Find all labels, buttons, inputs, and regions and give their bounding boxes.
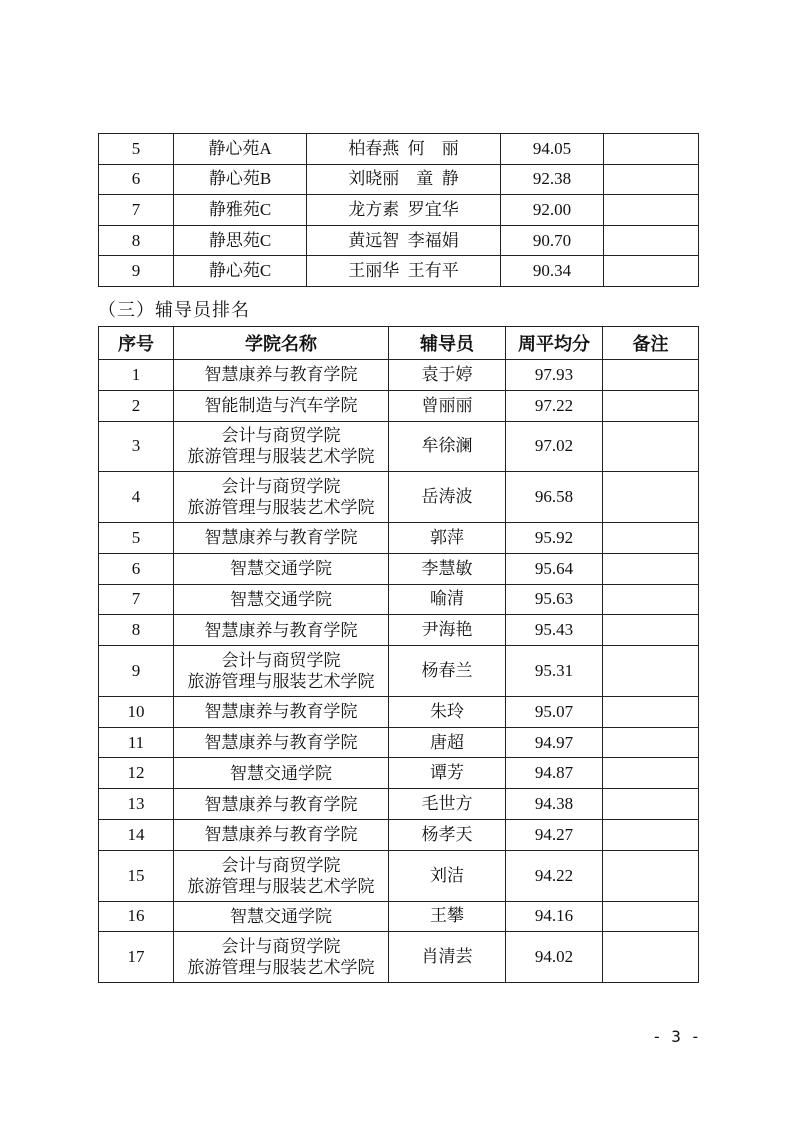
college-cell [174, 646, 389, 697]
note-cell [604, 134, 699, 165]
note-cell [604, 225, 699, 256]
building-cell: 静心苑C [174, 256, 307, 287]
section-title: （三）辅导员排名 [98, 300, 250, 321]
rank-cell: 7 [99, 584, 174, 615]
note-cell [604, 195, 699, 226]
college-cell [174, 584, 389, 615]
rank-cell: 6 [99, 553, 174, 584]
rank-cell: 5 [99, 134, 174, 165]
note-cell [603, 360, 699, 391]
college-name: 智慧交通学院 [230, 589, 332, 609]
note-cell [603, 584, 699, 615]
college-cell [174, 901, 389, 932]
header-note: 备注 [603, 327, 699, 360]
score-cell: 94.05 [501, 134, 604, 165]
college-cell [174, 727, 389, 758]
score-cell: 95.63 [506, 584, 603, 615]
staff-names-cell: 柏春燕 何 丽 [307, 134, 501, 165]
table-row [99, 789, 699, 820]
rank-cell: 1 [99, 360, 174, 391]
rank-cell: 13 [99, 789, 174, 820]
college-name: 智慧康养与教育学院 [204, 825, 358, 845]
rank-cell: 6 [99, 164, 174, 195]
header-college: 学院名称 [174, 327, 389, 360]
note-cell [603, 553, 699, 584]
note-cell [604, 256, 699, 287]
page-number: - 3 - [652, 1027, 701, 1046]
score-cell: 92.00 [501, 195, 604, 226]
score-cell: 97.22 [506, 390, 603, 421]
college-name: 旅游管理与服装艺术学院 [187, 672, 375, 691]
college-name: 智慧交通学院 [230, 763, 332, 783]
counselor-ranking-table-body [99, 360, 699, 983]
counselor-cell: 刘洁 [389, 850, 506, 901]
note-cell [603, 789, 699, 820]
score-cell: 94.16 [506, 901, 603, 932]
staff-names-cell: 龙方素 罗宜华 [307, 195, 501, 226]
table-row [99, 421, 699, 472]
table-row [99, 472, 699, 523]
rank-cell: 12 [99, 758, 174, 789]
college-name: 会计与商贸学院 [221, 426, 341, 446]
header-score: 周平均分 [506, 327, 603, 360]
table-row [99, 850, 699, 901]
score-cell: 94.38 [506, 789, 603, 820]
college-name: 智慧康养与教育学院 [204, 528, 358, 548]
college-name: 旅游管理与服装艺术学院 [187, 876, 375, 896]
counselor-cell: 曾丽丽 [389, 390, 506, 421]
rank-cell: 17 [99, 932, 174, 983]
college-name: 智慧康养与教育学院 [204, 733, 358, 753]
note-cell [604, 164, 699, 195]
rank-cell: 4 [99, 472, 174, 523]
staff-names-cell: 王丽华 王有平 [307, 256, 501, 287]
counselor-cell: 杨春兰 [389, 646, 506, 697]
score-cell: 94.97 [506, 727, 603, 758]
score-cell: 90.70 [501, 225, 604, 256]
note-cell [603, 615, 699, 646]
building-cell: 静思苑C [174, 225, 307, 256]
note-cell [603, 820, 699, 851]
note-cell [603, 646, 699, 697]
table-row [99, 164, 699, 195]
college-name: 智慧康养与教育学院 [204, 702, 358, 722]
note-cell [603, 522, 699, 553]
college-cell [174, 850, 389, 901]
table-row [99, 820, 699, 851]
college-name: 会计与商贸学院 [221, 855, 341, 875]
counselor-cell: 杨孝天 [389, 820, 506, 851]
college-cell [174, 696, 389, 727]
counselor-cell: 袁于婷 [389, 360, 506, 391]
rank-cell: 2 [99, 390, 174, 421]
table-row [99, 134, 699, 165]
table-row [99, 195, 699, 226]
college-name: 智慧康养与教育学院 [204, 620, 358, 640]
college-name: 会计与商贸学院 [221, 651, 341, 670]
counselor-cell: 王攀 [389, 901, 506, 932]
score-cell: 92.38 [501, 164, 604, 195]
building-cell: 静雅苑C [174, 195, 307, 226]
score-cell: 94.27 [506, 820, 603, 851]
college-name: 旅游管理与服装艺术学院 [187, 498, 375, 518]
note-cell [603, 932, 699, 983]
counselor-cell: 肖清芸 [389, 932, 506, 983]
college-name: 会计与商贸学院 [221, 477, 341, 497]
table-row [99, 390, 699, 421]
table-row [99, 584, 699, 615]
score-cell: 95.43 [506, 615, 603, 646]
dorm-ranking-table-body [99, 134, 699, 287]
note-cell [603, 421, 699, 472]
rank-cell: 8 [99, 615, 174, 646]
table-row [99, 932, 699, 983]
table-row [99, 522, 699, 553]
college-name: 智慧交通学院 [230, 906, 332, 926]
counselor-cell: 谭芳 [389, 758, 506, 789]
college-cell [174, 553, 389, 584]
score-cell: 95.92 [506, 522, 603, 553]
header-rank: 序号 [99, 327, 174, 360]
college-cell [174, 472, 389, 523]
college-cell [174, 522, 389, 553]
counselor-cell: 岳涛波 [389, 472, 506, 523]
building-cell: 静心苑B [174, 164, 307, 195]
rank-cell: 9 [99, 256, 174, 287]
rank-cell: 14 [99, 820, 174, 851]
table-row [99, 727, 699, 758]
counselor-ranking-table [98, 326, 699, 983]
college-cell [174, 615, 389, 646]
rank-cell: 16 [99, 901, 174, 932]
score-cell: 94.02 [506, 932, 603, 983]
staff-names-cell: 刘晓丽 童 静 [307, 164, 501, 195]
score-cell: 94.87 [506, 758, 603, 789]
note-cell [603, 696, 699, 727]
note-cell [603, 901, 699, 932]
note-cell [603, 390, 699, 421]
college-cell [174, 820, 389, 851]
table-row [99, 615, 699, 646]
college-name: 旅游管理与服装艺术学院 [187, 958, 375, 978]
score-cell: 96.58 [506, 472, 603, 523]
rank-cell: 9 [99, 646, 174, 697]
table-row [99, 758, 699, 789]
table-row [99, 360, 699, 391]
table-row [99, 225, 699, 256]
counselor-cell: 喻清 [389, 584, 506, 615]
table-row [99, 646, 699, 697]
college-cell [174, 360, 389, 391]
counselor-cell: 朱玲 [389, 696, 506, 727]
staff-names-cell: 黄远智 李福娟 [307, 225, 501, 256]
rank-cell: 15 [99, 850, 174, 901]
counselor-cell: 毛世方 [389, 789, 506, 820]
college-cell [174, 789, 389, 820]
college-name: 智慧康养与教育学院 [204, 794, 358, 814]
counselor-cell: 郭萍 [389, 522, 506, 553]
rank-cell: 5 [99, 522, 174, 553]
table-row [99, 256, 699, 287]
college-cell [174, 932, 389, 983]
note-cell [603, 472, 699, 523]
table-header-row [99, 327, 699, 360]
note-cell [603, 758, 699, 789]
rank-cell: 8 [99, 225, 174, 256]
header-counselor: 辅导员 [389, 327, 506, 360]
college-cell [174, 421, 389, 472]
college-name: 旅游管理与服装艺术学院 [187, 447, 375, 467]
rank-cell: 7 [99, 195, 174, 226]
college-cell [174, 758, 389, 789]
college-name: 智慧交通学院 [230, 559, 332, 579]
score-cell: 90.34 [501, 256, 604, 287]
score-cell: 95.64 [506, 553, 603, 584]
rank-cell: 10 [99, 696, 174, 727]
note-cell [603, 727, 699, 758]
rank-cell: 3 [99, 421, 174, 472]
rank-cell: 11 [99, 727, 174, 758]
score-cell: 97.02 [506, 421, 603, 472]
table-row [99, 901, 699, 932]
counselor-cell: 牟徐澜 [389, 421, 506, 472]
college-cell [174, 390, 389, 421]
table-row [99, 696, 699, 727]
counselor-cell: 尹海艳 [389, 615, 506, 646]
table-row [99, 553, 699, 584]
counselor-cell: 李慧敏 [389, 553, 506, 584]
college-name: 智能制造与汽车学院 [204, 396, 358, 416]
college-name: 智慧康养与教育学院 [204, 365, 358, 385]
building-cell: 静心苑A [174, 134, 307, 165]
counselor-cell: 唐超 [389, 727, 506, 758]
dorm-ranking-table-continued [98, 133, 699, 287]
score-cell: 94.22 [506, 850, 603, 901]
score-cell: 97.93 [506, 360, 603, 391]
college-name: 会计与商贸学院 [221, 937, 341, 957]
note-cell [603, 850, 699, 901]
score-cell: 95.31 [506, 646, 603, 697]
score-cell: 95.07 [506, 696, 603, 727]
